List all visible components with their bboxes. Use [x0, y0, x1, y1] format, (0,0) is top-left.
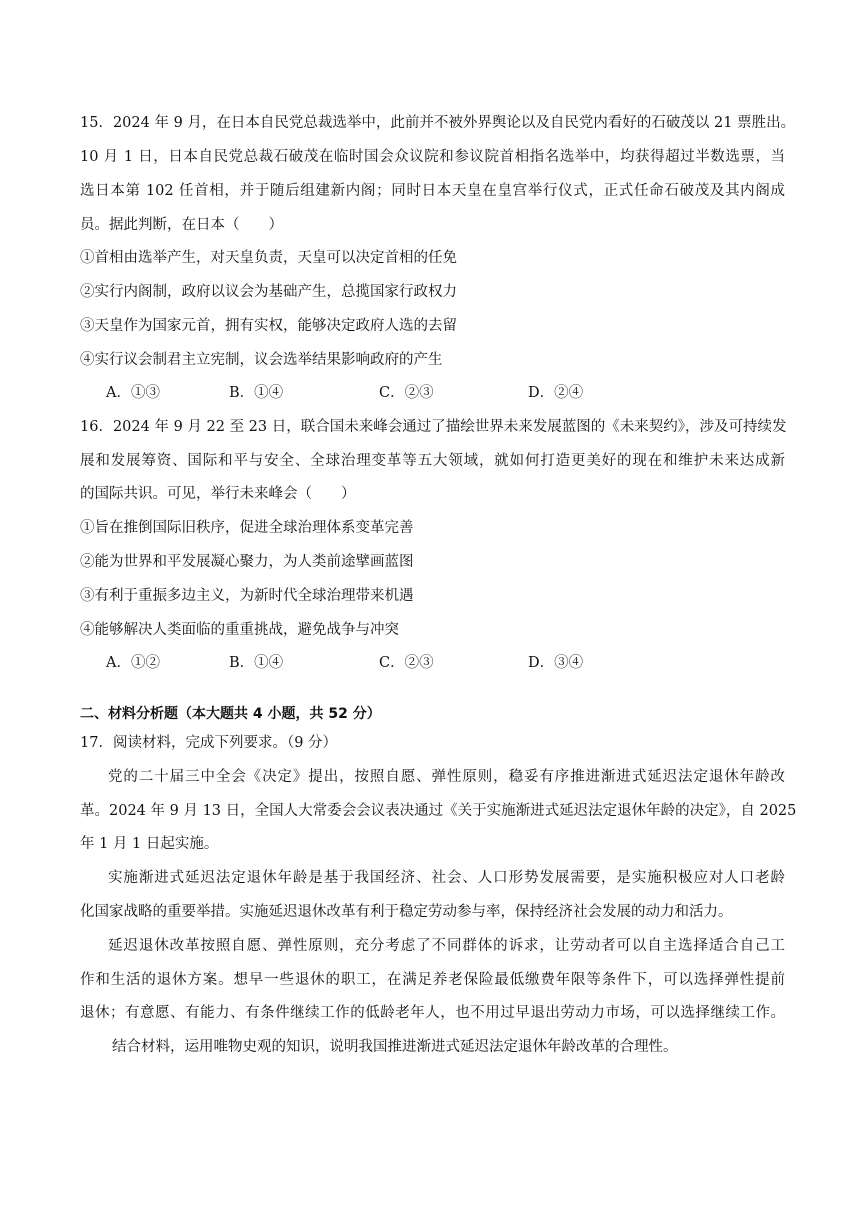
q17-material-p3-line-3: 退休；有意愿、有能力、有条件继续工作的低龄老年人，也不用过早退出劳动力市场，可以选择继续工作。 — [80, 1005, 785, 1021]
q16-item-4: ④能够解决人类面临的重重挑战，避免战争与冲突 — [80, 622, 399, 638]
q15-item-4: ④实行议会制君主立宪制，议会选举结果影响政府的产生 — [80, 352, 443, 368]
q16-stem-line-3: 的国际共识。可见，举行未来峰会（ ） — [80, 486, 356, 502]
q15-item-1: ①首相由选举产生，对天皇负责，天皇可以决定首相的任免 — [80, 250, 457, 266]
q15-option-c[interactable]: C．②③ — [379, 385, 434, 401]
q16-item-1: ①旨在推倒国际旧秩序，促进全球治理体系变革完善 — [80, 520, 414, 536]
q16-stem-line-1: 16．2024 年 9 月 22 至 23 日，联合国未来峰会通过了描绘世界未来发展蓝图的《未来契约》，涉及可持续发 — [80, 419, 787, 435]
q17-material-p2-line-2: 化国家战略的重要举措。实施延迟退休改革有利于稳定劳动参与率，保持经济社会发展的动力和活力。 — [80, 904, 733, 920]
q15-option-d[interactable]: D．②④ — [528, 385, 584, 401]
q17-material-p3-line-2: 作和生活的退休方案。想早一些退休的职工，在满足养老保险最低缴费年限等条件下，可以选择弹性提前 — [80, 972, 785, 988]
q15-option-a[interactable]: A．①③ — [106, 385, 160, 401]
q16-option-b[interactable]: B．①④ — [229, 655, 284, 671]
q16-item-2: ②能为世界和平发展凝心聚力，为人类前途擘画蓝图 — [80, 554, 414, 570]
q15-stem-line-3: 选日本第 102 任首相，并于随后组建新内阁；同时日本天皇在皇宫举行仪式，正式任命石破茂及其内阁成 — [80, 183, 785, 199]
q15-option-b[interactable]: B．①④ — [229, 385, 284, 401]
q17-material-p1-line-2: 革。2024 年 9 月 13 日，全国人大常委会会议表决通过《关于实施渐进式延迟法定退休年龄的决定》，自 2025 — [80, 803, 797, 819]
q16-stem-line-2: 展和发展筹资、国际和平与安全、全球治理变革等五大领域，就如何打造更美好的现在和维护未来达成新 — [80, 453, 785, 469]
q15-item-2: ②实行内阁制，政府以议会为基础产生，总揽国家行政权力 — [80, 284, 457, 300]
q16-option-c[interactable]: C．②③ — [379, 655, 434, 671]
q15-stem-line-2: 10 月 1 日，日本自民党总裁石破茂在临时国会众议院和参议院首相指名选举中，均获得超过半数选票，当 — [80, 149, 785, 165]
q17-question: 结合材料，运用唯物史观的知识，说明我国推进渐进式延迟法定退休年龄改革的合理性。 — [112, 1039, 678, 1055]
q17-head: 17．阅读材料，完成下列要求。（9 分） — [80, 735, 338, 751]
q17-material-p3-line-1: 延迟退休改革按照自愿、弹性原则，充分考虑了不同群体的诉求，让劳动者可以自主选择适合自己工 — [108, 938, 785, 954]
q15-stem-line-1: 15．2024 年 9 月，在日本自民党总裁选举中，此前并不被外界舆论以及自民党内看好的石破茂以 21 票胜出。 — [80, 115, 796, 131]
section-2-title: 二、材料分析题（本大题共 4 小题，共 52 分） — [80, 706, 381, 722]
q16-option-a[interactable]: A．①② — [106, 655, 160, 671]
q17-material-p1-line-1: 党的二十届三中全会《决定》提出，按照自愿、弹性原则，稳妥有序推进渐进式延迟法定退休年龄改 — [108, 769, 785, 785]
q17-material-p2-line-1: 实施渐进式延迟法定退休年龄是基于我国经济、社会、人口形势发展需要，是实施积极应对人口老龄 — [108, 870, 785, 886]
q16-item-3: ③有利于重振多边主义，为新时代全球治理带来机遇 — [80, 588, 414, 604]
q17-material-p1-line-3: 年 1 月 1 日起实施。 — [80, 836, 219, 852]
q16-option-d[interactable]: D．③④ — [528, 655, 584, 671]
q15-item-3: ③天皇作为国家元首，拥有实权，能够决定政府人选的去留 — [80, 318, 457, 334]
q15-stem-line-4: 员。据此判断，在日本（ ） — [80, 217, 283, 233]
